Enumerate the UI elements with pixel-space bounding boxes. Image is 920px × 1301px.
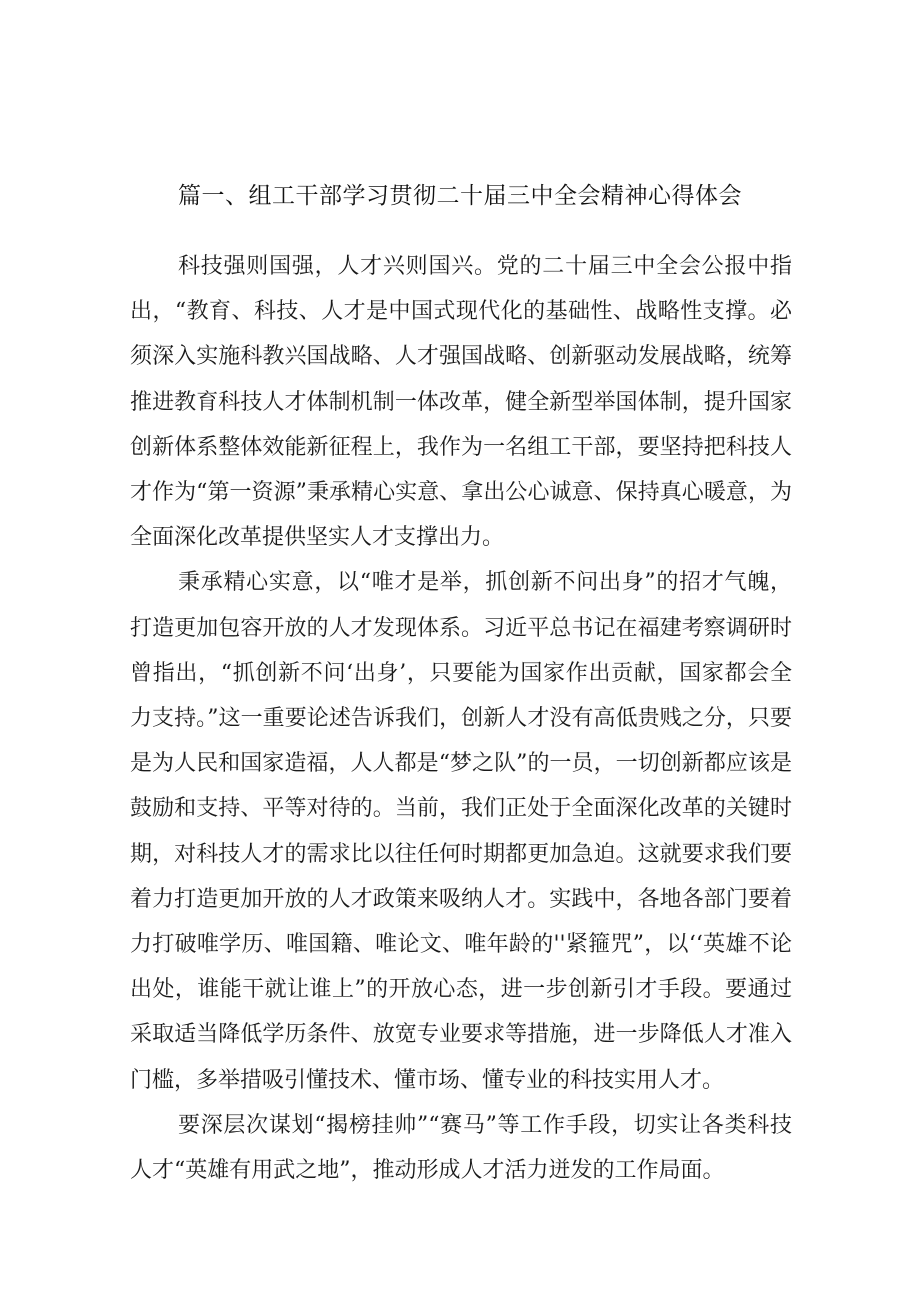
paragraph-3: 要深层次谋划“揭榜挂帅”“赛马”等工作手段，切实让各类科技人才“英雄有用武之地”，推动形成人才活力迸发的工作局面。 [130,1112,792,1184]
paragraph-1: 科技强则国强，人才兴则国兴。党的二十届三中全会公报中指出，“教育、科技、人才是中国式现代化的基础性、战略性支撑。必须深入实施科教兴国战略、人才强国战略、创新驱动发展战略，统筹推进教育科技人才体制机制一体改革，健全新型举国体制，提升国家创新体系整体效能新征程上，我作为一名组工干部，要坚持把科技人才作为“第一资源”秉承精心实意、拿出公心诚意、保持真心暖意，为全面深化改革提供坚实人才支撑出力。 [130,254,792,551]
document-title: 篇一、组工干部学习贯彻二十届三中全会精神心得体会 [178,183,742,209]
document-body [130,244,792,1193]
paragraph-2: 秉承精心实意，以“唯才是举，抓创新不问出身”的招才气魄，打造更加包容开放的人才发现体系。习近平总书记在福建考察调研时曾指出，“抓创新不问‘出身’，只要能为国家作出贡献，国家都会全力支持。”这一重要论述告诉我们，创新人才没有高低贵贱之分，只要是为人民和国家造福，人人都是“梦之队”的一员，一切创新都应该是鼓励和支持、平等对待的。当前，我们正处于全面深化改革的关键时期，对科技人才的需求比以往任何时期都更加急迫。这就要求我们要着力打造更加开放的人才政策来吸纳人才。实践中，各地各部门要着力打破唯学历、唯国籍、唯论文、唯年龄的''紧箍咒”，以‘‘英雄不论出处，谁能干就让谁上”的开放心态，进一步创新引才手段。要通过采取适当降低学历条件、放宽专业要求等措施，进一步降低人才准入门槛，多举措吸引懂技术、懂市场、懂专业的科技实用人才。 [130,570,792,1093]
